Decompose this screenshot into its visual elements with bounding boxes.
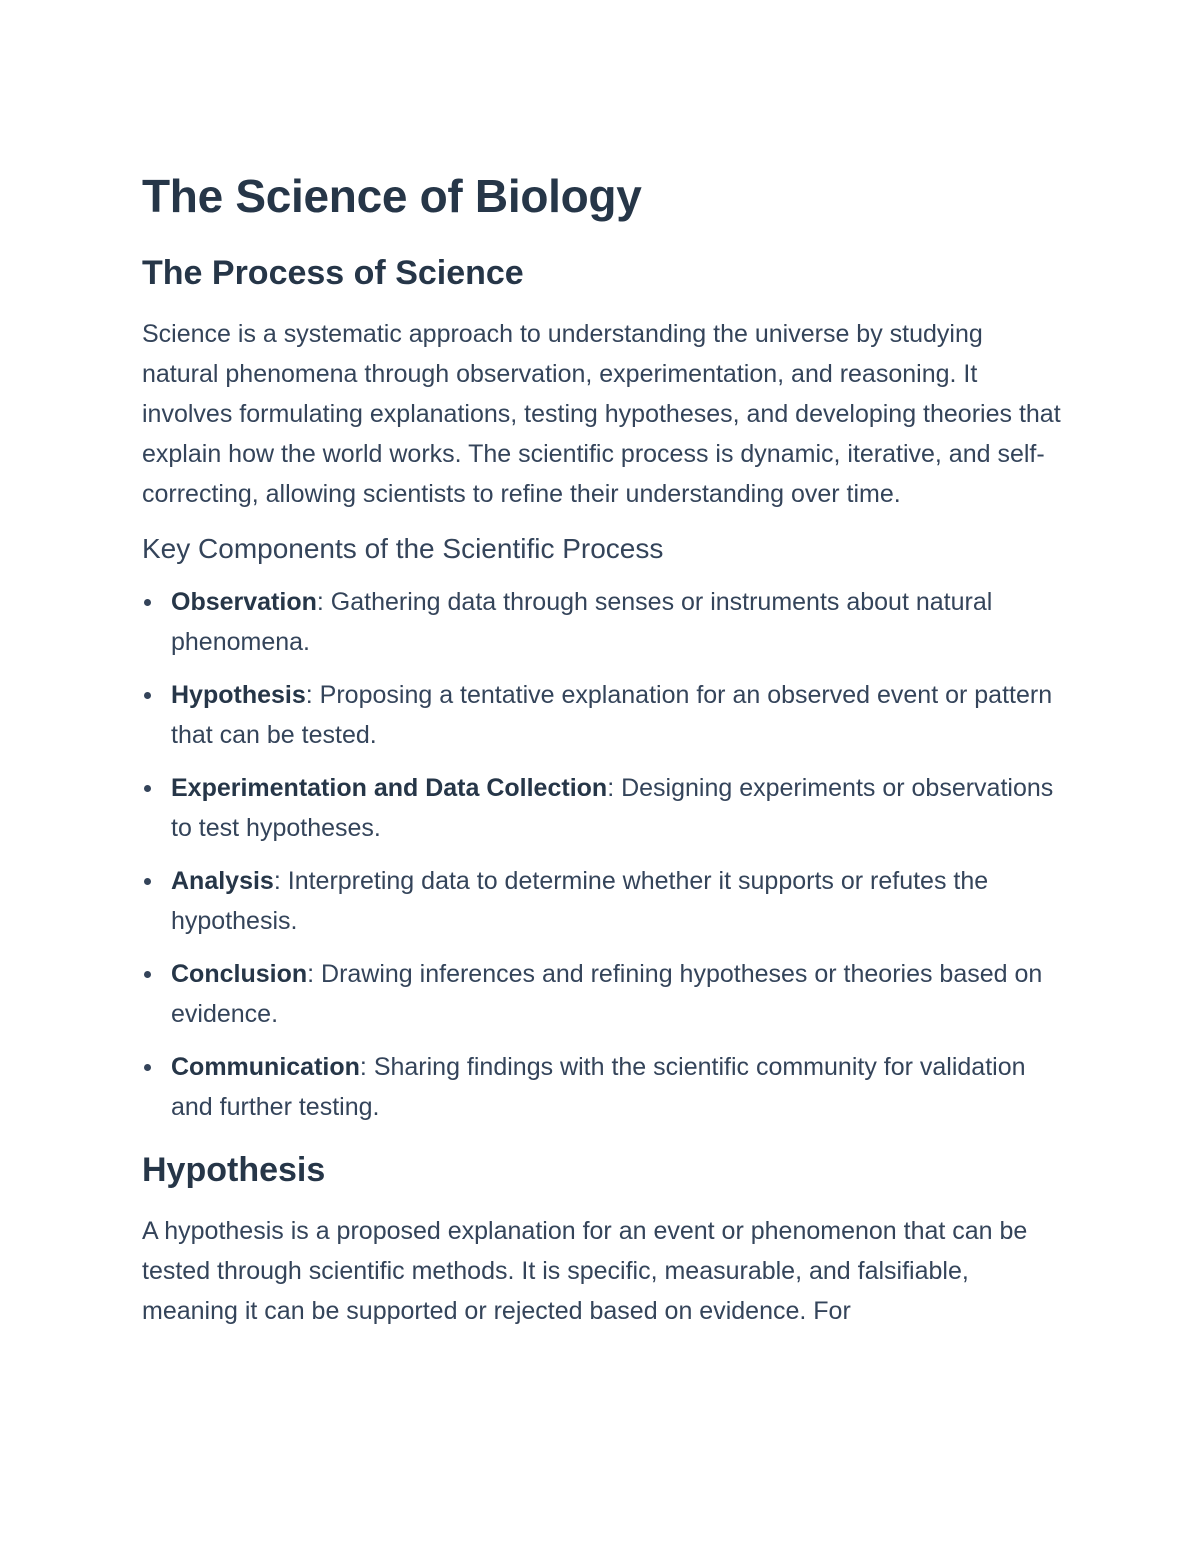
process-of-science-paragraph: Science is a systematic approach to understanding the universe by studying natural phenomena through observation, experimentation, and reasoning. It involves formulating explanations, testing hypotheses, and developing theories that explain how the world works. The scientific process is dynamic, iterative, and self-correcting, allowing scientists to refine their understanding over time. bbox=[142, 320, 1061, 508]
list-item-separator: : bbox=[316, 588, 331, 616]
list-item-hypothesis bbox=[142, 675, 1062, 755]
list-item-description: Interpreting data to determine whether it supports or refutes the hypothesis. bbox=[171, 867, 989, 935]
list-item-separator: : bbox=[607, 774, 622, 802]
list-item-separator: : bbox=[273, 867, 288, 895]
section-heading-hypothesis: Hypothesis bbox=[142, 1151, 326, 1189]
list-item-term: Conclusion bbox=[171, 960, 308, 988]
list-item-separator: : bbox=[305, 681, 320, 709]
list-item-communication bbox=[142, 1047, 1062, 1127]
bullet-icon bbox=[144, 692, 151, 699]
list-item-description: Proposing a tentative explanation for an observed event or pattern that can be tested. bbox=[171, 681, 1053, 749]
bullet-icon bbox=[144, 971, 151, 978]
bullet-icon bbox=[144, 599, 151, 606]
list-item-description: Designing experiments or observations to test hypotheses. bbox=[171, 774, 1054, 842]
list-item-term: Communication bbox=[171, 1053, 360, 1081]
page-title: The Science of Biology bbox=[142, 170, 642, 222]
list-item-term: Analysis bbox=[171, 867, 274, 895]
list-item-experimentation bbox=[142, 768, 1062, 848]
list-item-term: Experimentation and Data Collection bbox=[171, 774, 608, 802]
bullet-icon bbox=[144, 785, 151, 792]
list-item-separator: : bbox=[359, 1053, 374, 1081]
bullet-icon bbox=[144, 878, 151, 885]
list-item-observation bbox=[142, 582, 1062, 662]
list-item-description: Gathering data through senses or instruments about natural phenomena. bbox=[171, 588, 993, 656]
key-components-subheading: Key Components of the Scientific Process bbox=[142, 533, 664, 564]
section-heading-process-of-science: The Process of Science bbox=[142, 254, 524, 292]
document-page bbox=[142, 168, 1062, 1331]
hypothesis-paragraph: A hypothesis is a proposed explanation for an event or phenomenon that can be tested through scientific methods. It is specific, measurable, and falsifiable, meaning it can be supported or rejected based on evidence. For bbox=[142, 1217, 1028, 1325]
bullet-icon bbox=[144, 1064, 151, 1071]
list-item-term: Hypothesis bbox=[171, 681, 306, 709]
key-components-list bbox=[142, 582, 1062, 1127]
list-item-separator: : bbox=[307, 960, 322, 988]
list-item-description: Drawing inferences and refining hypotheses or theories based on evidence. bbox=[171, 960, 1043, 1028]
list-item-analysis bbox=[142, 861, 1062, 941]
list-item-description: Sharing findings with the scientific community for validation and further testing. bbox=[171, 1053, 1026, 1121]
list-item-term: Observation bbox=[171, 588, 317, 616]
list-item-conclusion bbox=[142, 954, 1062, 1034]
